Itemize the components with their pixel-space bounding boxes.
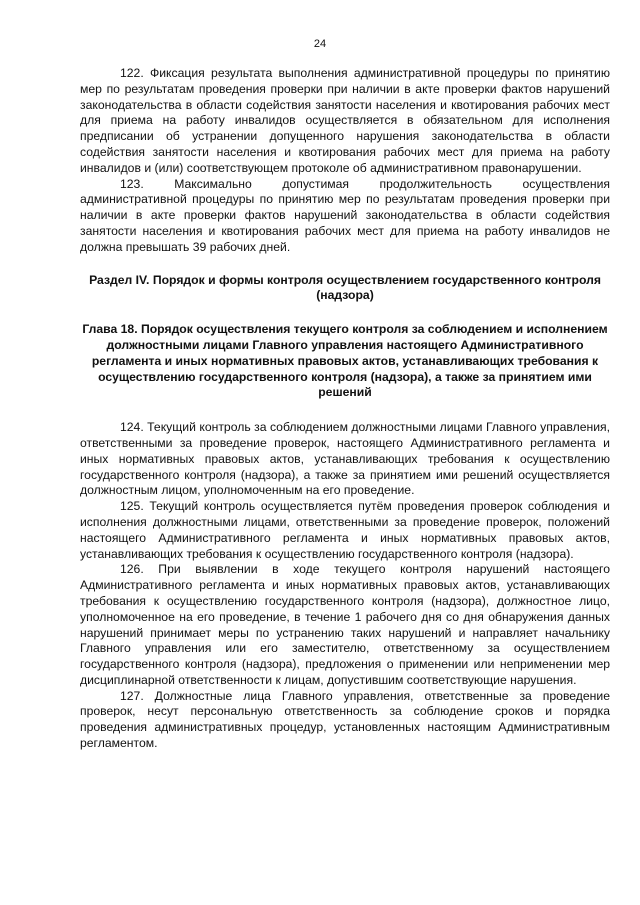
section-heading: Раздел IV. Порядок и формы контроля осуществлением государственного контроля (надзора) <box>89 272 601 303</box>
paragraph-125: 125. Текущий контроль осуществляется путём проведения проверок соблюдения и исполнения должностными лицами, ответственными за проведение проверок, положений настоящего Административного регламента и иных нормативных правовых актов, устанавливающих требования к осуществлению государственного контроля (надзора). <box>80 499 610 561</box>
paragraph-122: 122. Фиксация результата выполнения административной процедуры по принятию мер по результатам проведения проверки при наличии в акте проверки фактов нарушений законодательства в области содействия занятости населения и квотирования рабочих мест для приема на работу инвалидов осуществляется в обязательном для исполнения предписании об устранении допущенного нарушения законодательства в области содействия занятости населения и квотирования рабочих мест для приема на работу инвалидов и (или) соответствующем протоколе об административном правонарушении. <box>80 66 610 175</box>
chapter-heading: Глава 18. Порядок осуществления текущего контроля за соблюдением и исполнением должностными лицами Главного управления настоящего Административного регламента и иных нормативных правовых актов, устанавливающих требования к осуществлению государственного контроля (надзора), а также за принятием ими решений <box>82 322 608 400</box>
paragraph-124: 124. Текущий контроль за соблюдением должностными лицами Главного управления, ответственными за проведение проверок, настоящего Административного регламента и иных нормативных правовых актов, устанавливающих требования к осуществлению государственного контроля (надзора), а также за принятием ими решений осуществляется должностным лицом, уполномоченным на его проведение. <box>80 420 610 498</box>
paragraph-123: 123. Максимально допустимая продолжительность осуществления административной процедуры по принятию мер по результатам проведения проверки при наличии в акте проверки фактов нарушений законодательства в области содействия занятости населения и квотирования рабочих мест для приема на работу инвалидов не должна превышать 39 рабочих дней. <box>80 176 610 254</box>
document-body <box>80 66 610 752</box>
paragraph-126: 126. При выявлении в ходе текущего контроля нарушений настоящего Административного регламента и иных нормативных правовых актов, устанавливающих требования к осуществлению государственного контроля (надзора), должностное лицо, уполномоченное на его проведение, в течение 1 рабочего дня со дня обнаружения данных нарушений принимает меры по устранению таких нарушений и направляет начальнику Главного управления или его заместителю, ответственному за осуществлением государственного контроля (надзора), предложения о применении или неприменении мер дисциплинарной ответственности к лицам, допустившим соответствующие нарушения. <box>80 562 610 687</box>
paragraph-127: 127. Должностные лица Главного управления, ответственные за проведение проверок, несут персональную ответственность за соблюдение сроков и порядка проведения административных процедур, установленных настоящим Административным регламентом. <box>80 688 610 751</box>
page-number: 24 <box>313 38 327 50</box>
